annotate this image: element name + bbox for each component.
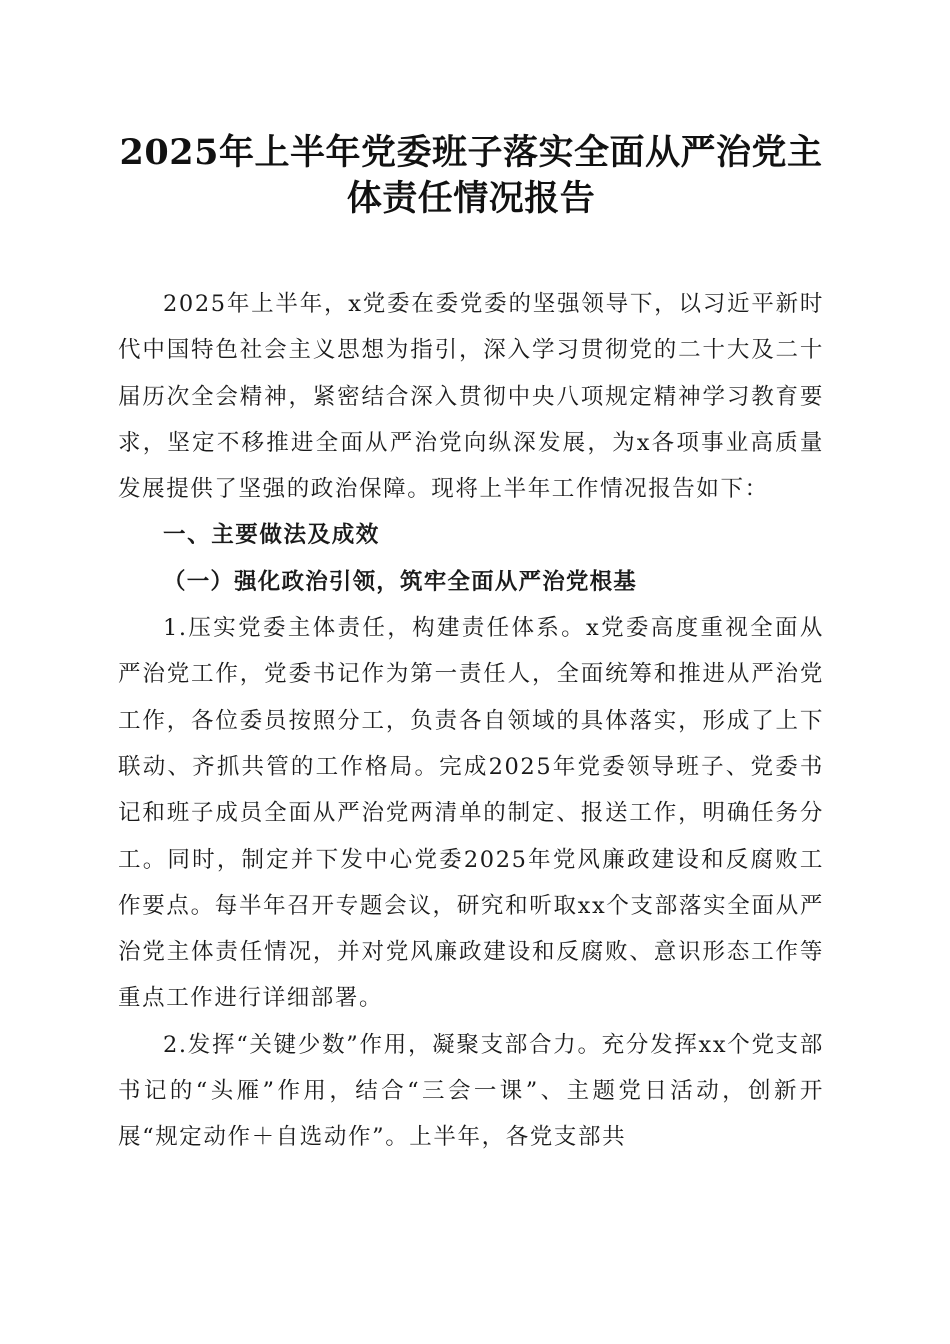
paragraph-item-1: 1.压实党委主体责任，构建责任体系。x党委高度重视全面从严治党工作，党委书记作为第一责任人，全面统筹和推进从严治党工作，各位委员按照分工，负责各自领域的具体落实，形成了上下联动、齐抓共管的工作格局。完成2025年党委领导班子、党委书记和班子成员全面从严治党两清单的制定、报送工作，明确任务分工。同时，制定并下发中心党委2025年党风廉政建设和反腐败工作要点。每半年召开专题会议，研究和听取xx个支部落实全面从严治党主体责任情况，并对党风廉政建设和反腐败、意识形态工作等重点工作进行详细部署。: [118, 615, 824, 1012]
document-title: 2025年上半年党委班子落实全面从严治党主体责任情况报告: [119, 132, 823, 219]
intro-paragraph: 2025年上半年，x党委在委党委的坚强领导下，以习近平新时代中国特色社会主义思想为指引，深入学习贯彻党的二十大及二十届历次全会精神，紧密结合深入贯彻中央八项规定精神学习教育要求，坚定不移推进全面从严治党向纵深发展，为x各项事业高质量发展提供了坚强的政治保障。现将上半年工作情况报告如下：: [118, 291, 824, 503]
paragraph-item-2: 2.发挥“关键少数”作用，凝聚支部合力。充分发挥xx个党支部书记的“头雁”作用，结合“三会一课”、主题党日活动，创新开展“规定动作＋自选动作”。上半年，各党支部共: [118, 1031, 824, 1151]
document-page: [118, 130, 824, 1161]
subsection-heading: （一）强化政治引领，筑牢全面从严治党根基: [163, 568, 638, 595]
section-heading: 一、主要做法及成效: [163, 522, 380, 549]
